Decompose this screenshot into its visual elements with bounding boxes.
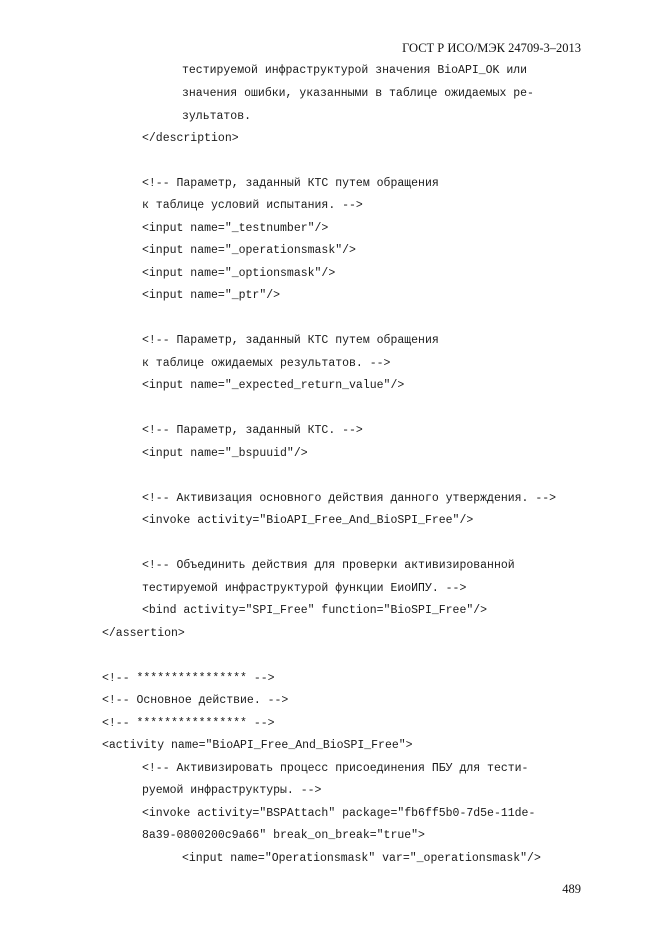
code-line: к таблице условий испытания. --> [142, 199, 363, 212]
code-line: руемой инфраструктуры. --> [142, 784, 322, 797]
code-line: <!-- Объединить действия для проверки активизированной [142, 559, 515, 572]
code-line: </description> [142, 132, 239, 145]
code-line: <input name="_testnumber"/> [142, 222, 329, 235]
code-line: <input name="_expected_return_value"/> [142, 379, 405, 392]
code-line: <!-- **************** --> [102, 717, 275, 730]
code-line: к таблице ожидаемых результатов. --> [142, 357, 391, 370]
code-line: тестируемой инфраструктурой функции ЕиоИПУ. --> [142, 582, 467, 595]
code-line: <!-- Параметр, заданный КТС путем обращения [142, 334, 439, 347]
code-line: <input name="_optionsmask"/> [142, 267, 336, 280]
code-line: <invoke activity="BSPAttach" package="fb6ff5b0-7d5e-11de- [142, 807, 536, 820]
document-header: ГОСТ Р ИСО/МЭК 24709-3–2013 [402, 41, 581, 55]
code-line: <invoke activity="BioAPI_Free_And_BioSPI_Free"/> [142, 514, 474, 527]
code-line: <!-- Параметр, заданный КТС путем обращения [142, 177, 439, 190]
code-line: зультатов. [182, 110, 252, 123]
code-line: тестируемой инфраструктурой значения BioAPI_OK или [182, 64, 528, 77]
code-line: <!-- **************** --> [102, 672, 275, 685]
code-line: <activity name="BioAPI_Free_And_BioSPI_Free"> [102, 739, 413, 752]
code-line: <input name="Operationsmask" var="_operationsmask"/> [182, 852, 541, 865]
code-line: значения ошибки, указанными в таблице ожидаемых ре- [182, 87, 534, 100]
code-line: 8a39-0800200c9a66" break_on_break="true"> [142, 829, 425, 842]
page-number: 489 [562, 882, 581, 896]
code-line: </assertion> [102, 627, 185, 640]
code-line: <!-- Основное действие. --> [102, 694, 289, 707]
code-line: <bind activity="SPI_Free" function="BioSPI_Free"/> [142, 604, 488, 617]
code-line: <!-- Активизировать процесс присоединения ПБУ для тести- [142, 762, 529, 775]
code-line: <!-- Активизация основного действия данного утверждения. --> [142, 492, 557, 505]
code-line: <input name="_ptr"/> [142, 289, 281, 302]
code-line: <!-- Параметр, заданный КТС. --> [142, 424, 363, 437]
code-line: <input name="_operationsmask"/> [142, 244, 356, 257]
code-line: <input name="_bspuuid"/> [142, 447, 308, 460]
